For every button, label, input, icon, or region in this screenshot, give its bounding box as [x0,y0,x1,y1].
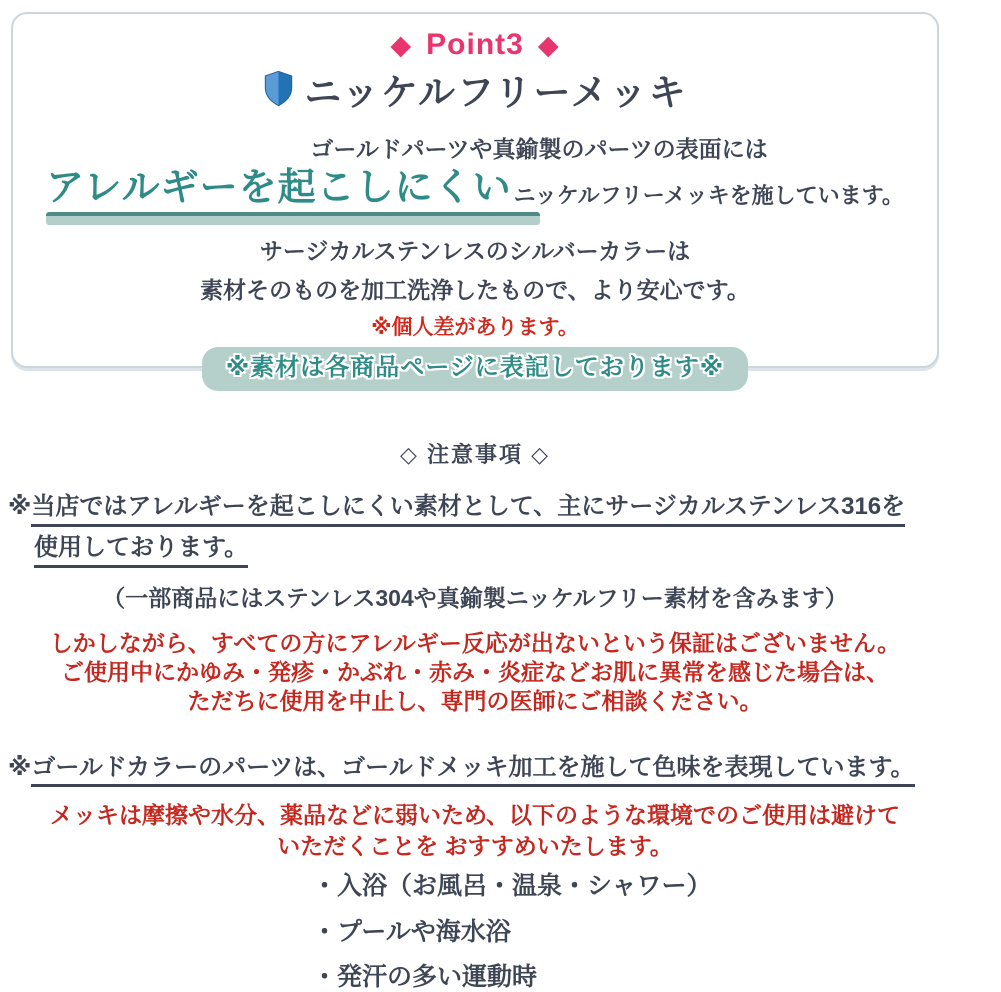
warning-line: しかしながら、すべての方にアレルギー反応が出ないという保証はございません。 [49,629,901,656]
note-prefix: ※ [8,493,32,520]
paren-note: （一部商品にはステンレス304や真鍮製ニッケルフリー素材を含みます） [102,584,848,611]
point-card [11,12,939,382]
note-prefix: ※ [8,753,32,781]
individual-note: ※個人差があります。 [371,316,579,340]
notes-section [0,438,950,992]
main-heading [13,68,937,119]
list-item: ・入浴（お風呂・温泉・シャワー） [312,872,712,901]
note-stainless-line1: 当店ではアレルギーを起こしにくい素材として、主にサージカルステンレス316を [31,493,905,527]
diamond-icon: ◆ [390,29,413,60]
material-line: 素材そのものを加工洗浄したもので、より安心です。 [200,277,750,304]
list-item: ・発汗の多い運動時 [312,963,538,992]
point-title-label: Point3 [426,28,524,61]
plating-care-warning [0,800,950,861]
diamond-icon: ◆ [537,29,560,60]
notes-title: ◇ 注意事項 ◇ [399,442,551,467]
shield-icon [262,68,295,119]
main-heading-label: ニッケルフリーメッキ [304,72,688,113]
warning-line: いただくことを おすすめいたします。 [277,832,673,859]
warning-line: ただちに使用を中止し、専門の医師にご相談ください。 [187,687,763,714]
warning-line: ご使用中にかゆみ・発疹・かぶれ・赤み・炎症などお肌に異常を感じた場合は、 [61,658,889,685]
note-gold-plating-text: ゴールドカラーのパーツは、ゴールドメッキ加工を施して色味を表現しています。 [31,754,914,788]
allergy-line [13,166,937,226]
avoid-situations-list [312,873,950,992]
list-item: ・プールや海水浴 [312,917,511,946]
material-page-pill: ※素材は各商品ページに表記しております※ [202,347,748,391]
allergy-warning [0,629,950,716]
allergy-suffix: ニッケルフリーメッキを施しています。 [513,183,904,209]
note-stainless [8,493,942,568]
note-gold-plating [8,754,942,788]
allergy-highlight: アレルギーを起こしにくい [46,166,512,226]
note-stainless-line2: 使用しております。 [34,534,248,568]
point-title [13,30,937,60]
warning-line: メッキは摩擦や水分、薬品などに弱いため、以下のような環境でのご使用は避けて [49,802,901,829]
intro-line: ゴールドパーツや真鍮製のパーツの表面には [310,135,768,162]
surgical-line: サージカルステンレスのシルバーカラーは [259,238,691,265]
